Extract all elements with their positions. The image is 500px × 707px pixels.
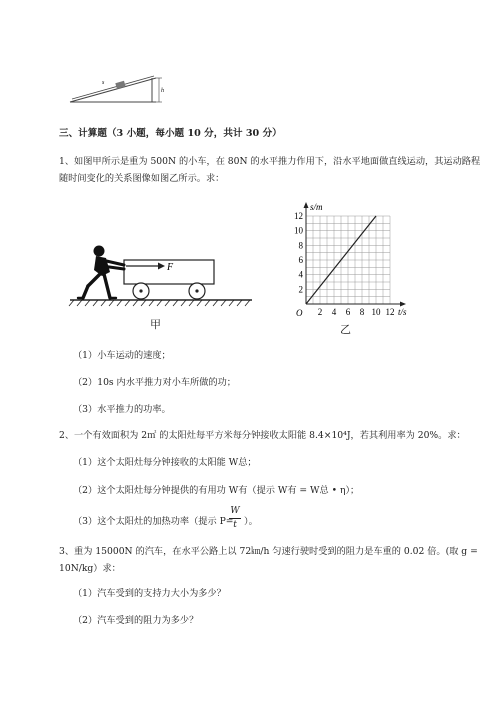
figure-a-caption: 甲 — [150, 318, 161, 331]
q1-sub3: （3）水平推力的功率。 — [73, 404, 171, 415]
q2-sub3-pre: （3）这个太阳灶的加热功率（提示 P= — [73, 516, 234, 527]
y-axis-label: s/m — [310, 202, 323, 212]
incline-surface — [70, 78, 156, 102]
q2-sub2: （2）这个太阳灶每分钟提供的有用功 W有（提示 W有 = W总 • η）； — [73, 485, 360, 496]
y-axis-arrow — [304, 202, 309, 208]
incline-surface-inner — [72, 76, 154, 99]
q1-text-line1: 1、如图甲所示是重为 500N 的小车，在 80N 的水平推力作用下，沿水平地面做直线运动，其运动路程 — [59, 156, 481, 167]
q3-text-line2: 10N/kg）求： — [59, 563, 121, 574]
x-tick-label: 2 — [317, 307, 323, 317]
person-silhouette — [78, 246, 124, 299]
block — [115, 81, 125, 89]
fraction-denominator: t — [233, 520, 237, 530]
cart-wheel-right — [189, 283, 205, 299]
fraction-bar — [229, 518, 241, 519]
x-axis-arrow — [400, 302, 406, 307]
cart-wheel-left — [133, 283, 149, 299]
q2-text: 2、一个有效面积为 2㎡ 的太阳灶每平方米每分钟接收太阳能 8.4×10⁴J，若其利用率为 20%。求： — [59, 430, 466, 441]
y-tick-label: 12 — [294, 211, 303, 221]
q3-sub2: （2）汽车受到的阻力为多少？ — [73, 615, 199, 626]
power-fraction — [229, 506, 241, 531]
ground-hatch — [69, 300, 250, 306]
x-tick-label: 12 — [385, 307, 395, 317]
q2-sub1: （1）这个太阳灶每分钟接收的太阳能 W总； — [73, 457, 257, 468]
q3-text-line1: 3、重为 15000N 的汽车，在水平公路上以 72㎞/h 匀速行驶时受到的阻力是车重的 0.02 倍。(取 g = — [59, 546, 478, 557]
figure-b-caption: 乙 — [340, 323, 351, 336]
q3-sub1: （1）汽车受到的支持力大小为多少？ — [73, 588, 226, 599]
x-tick-label: 4 — [331, 307, 337, 317]
y-tick-label: 2 — [298, 284, 303, 295]
x-axis-label: t/s — [398, 307, 407, 317]
y-tick-label: 6 — [298, 255, 303, 265]
fraction-numerator: W — [230, 506, 240, 516]
q1-text-line2: 随时间变化的关系图像如图乙所示。求： — [59, 173, 225, 184]
q2-sub3-post: ）。 — [244, 516, 258, 527]
section-heading: 三、计算题（3 小题，每小题 10 分，共计 30 分） — [59, 128, 282, 139]
s-label: s — [102, 80, 105, 86]
s-t-graph — [282, 196, 412, 336]
y-tick-label: 4 — [298, 269, 303, 280]
y-tick-label: 10 — [294, 225, 303, 236]
q1-sub2: （2）10s 内水平推力对小车所做的功； — [73, 377, 236, 388]
q1-sub1: （1）小车运动的速度； — [73, 350, 171, 361]
incline-figure — [62, 60, 167, 108]
x-tick-label: 8 — [359, 307, 365, 317]
y-tick-label: 8 — [298, 240, 303, 251]
x-tick-label: 6 — [345, 307, 351, 317]
force-label: F — [167, 262, 174, 273]
x-tick-label: 10 — [371, 307, 381, 317]
origin-label: O — [296, 308, 303, 318]
cart-figure — [66, 240, 266, 335]
h-label: h — [161, 88, 164, 94]
